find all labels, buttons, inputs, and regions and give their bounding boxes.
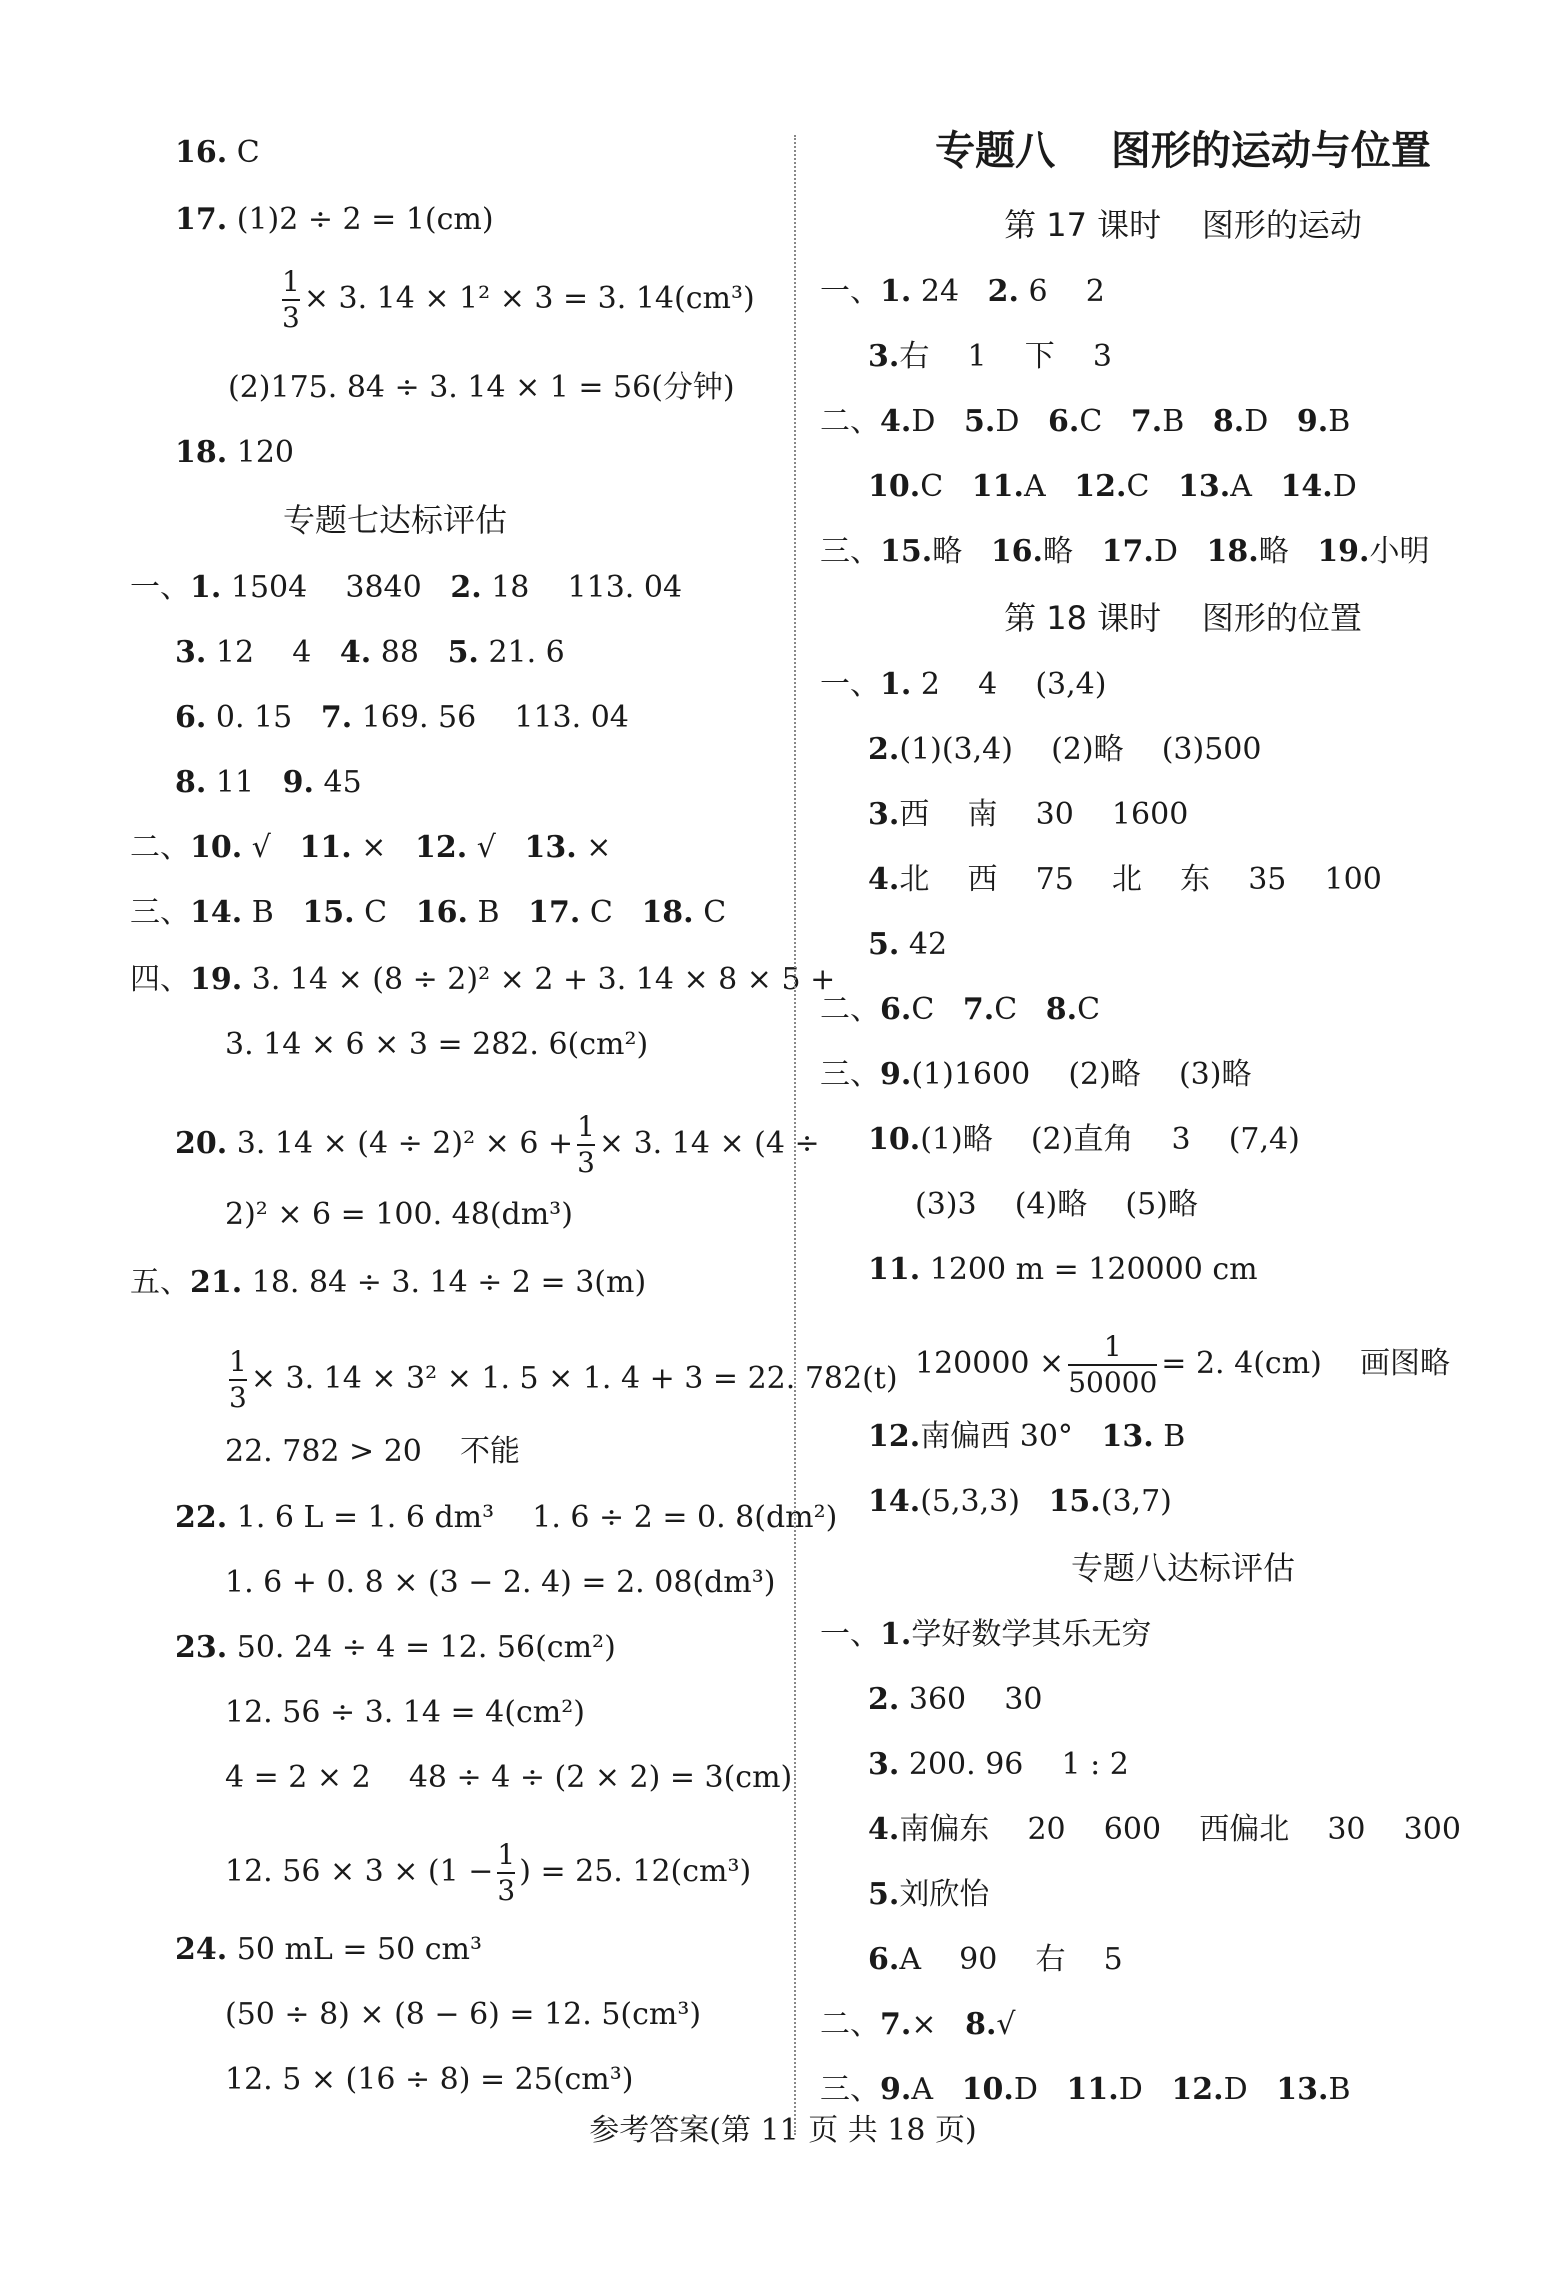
answer-line: 12. 56 ÷ 3. 14 = 4(cm²) (225, 1695, 585, 1730)
answer-line: 三、9.A 10.D 11.D 12.D 13.B (820, 2072, 1351, 2107)
answer-line: 10.C 11.A 12.C 13.A 14.D (868, 469, 1357, 504)
answer-line: 6.A 90 右 5 (868, 1942, 1123, 1977)
column-divider (794, 135, 796, 2135)
fraction: $\frac{1}{3}$ (282, 265, 300, 334)
answer-line: 18. 120 (175, 435, 295, 470)
answer-line: $\frac{1}{3}$ × 3. 14 × 1² × 3 = 3. 14(cm³) (282, 265, 755, 334)
answer-line: 2. 360 30 (868, 1682, 1043, 1717)
answer-line: 16. C (175, 135, 260, 170)
fraction: $\frac{1}{50000}$ (1068, 1330, 1158, 1399)
answer-line: 五、21. 18. 84 ÷ 3. 14 ÷ 2 = 3(m) (130, 1265, 647, 1300)
fraction: $\frac{1}{3}$ (497, 1838, 516, 1907)
section-heading: 专题七达标评估 (282, 501, 507, 539)
answer-line: 5. 42 (868, 927, 948, 962)
answer-line: 3. 14 × 6 × 3 = 282. 6(cm²) (225, 1027, 649, 1062)
answer-line: 2.(1)(3,4) (2)略 (3)500 (868, 732, 1262, 767)
answer-line: 3.西 南 30 1600 (868, 797, 1189, 832)
answer-line: 11. 1200 m = 120000 cm (868, 1252, 1258, 1287)
answer-line: 14.(5,3,3) 15.(3,7) (868, 1484, 1172, 1519)
lesson-title: 第 18 课时 图形的位置 (1004, 599, 1362, 637)
fraction: $\frac{1}{3}$ (577, 1110, 595, 1179)
answer-line: 一、1. 24 2. 6 2 (820, 274, 1105, 309)
answer-line: 6. 0. 15 7. 169. 56 113. 04 (175, 700, 629, 735)
answer-line: 2)² × 6 = 100. 48(dm³) (225, 1197, 573, 1232)
answer-line: $\frac{1}{3}$ × 3. 14 × 3² × 1. 5 × 1. 4 + 3 = 22. 782(t) (229, 1345, 898, 1414)
page-footer: 参考答案(第 11 页 共 18 页) (589, 2113, 977, 2148)
answer-line: 4.南偏东 20 600 西偏北 30 300 (868, 1812, 1461, 1847)
fraction: $\frac{1}{3}$ (229, 1345, 247, 1414)
answer-line: 23. 50. 24 ÷ 4 = 12. 56(cm²) (175, 1630, 616, 1665)
answer-line: 1. 6 + 0. 8 × (3 − 2. 4) = 2. 08(dm³) (225, 1565, 776, 1600)
lesson-title: 第 17 课时 图形的运动 (1004, 206, 1362, 244)
section-heading: 专题八达标评估 (1070, 1549, 1295, 1587)
answer-line: 10.(1)略 (2)直角 3 (7,4) (868, 1122, 1300, 1157)
answer-line: 四、19. 3. 14 × (8 ÷ 2)² × 2 + 3. 14 × 8 × 5 + (130, 962, 836, 997)
answer-line: 三、9.(1)1600 (2)略 (3)略 (820, 1057, 1252, 1092)
answer-line: 4.北 西 75 北 东 35 100 (868, 862, 1382, 897)
answer-line: 22. 1. 6 L = 1. 6 dm³ 1. 6 ÷ 2 = 0. 8(dm²) (175, 1500, 838, 1535)
answer-line: 三、15.略 16.略 17.D 18.略 19.小明 (820, 534, 1430, 569)
answer-line: 4 = 2 × 2 48 ÷ 4 ÷ (2 × 2) = 3(cm) (225, 1760, 793, 1795)
answer-line: 二、10. √ 11. × 12. √ 13. × (130, 830, 612, 865)
answer-line: 120000 × $\frac{1}{50000}$ = 2. 4(cm) 画图略 (915, 1330, 1451, 1399)
answer-line: 5.刘欣怡 (868, 1877, 990, 1912)
answer-line: 17. (1)2 ÷ 2 = 1(cm) (175, 202, 494, 237)
answer-line: 3. 12 4 4. 88 5. 21. 6 (175, 635, 565, 670)
answer-line: (50 ÷ 8) × (8 − 6) = 12. 5(cm³) (225, 1997, 702, 2032)
answer-line: 二、7.× 8.√ (820, 2007, 1016, 2042)
answer-line: 22. 782 > 20 不能 (225, 1434, 521, 1469)
answer-line: 3. 200. 96 1 : 2 (868, 1747, 1129, 1782)
answer-line: 8. 11 9. 45 (175, 765, 362, 800)
answer-line: 3.右 1 下 3 (868, 339, 1112, 374)
answer-line: 12. 56 × 3 × (1 − $\frac{1}{3}$ ) = 25. 12(cm³) (225, 1838, 752, 1907)
answer-line: 24. 50 mL = 50 cm³ (175, 1932, 483, 1967)
answer-line: 12.南偏西 30° 13. B (868, 1419, 1186, 1454)
answer-line: 三、14. B 15. C 16. B 17. C 18. C (130, 895, 727, 930)
answer-line: 二、6.C 7.C 8.C (820, 992, 1101, 1027)
answer-line: 一、1. 2 4 (3,4) (820, 667, 1107, 702)
answer-line: (3)3 (4)略 (5)略 (915, 1187, 1198, 1222)
answer-line: 20. 3. 14 × (4 ÷ 2)² × 6 + $\frac{1}{3}$ × 3. 14 × (4 ÷ (175, 1110, 820, 1179)
answer-line: 12. 5 × (16 ÷ 8) = 25(cm³) (225, 2062, 634, 2097)
answer-line: (2)175. 84 ÷ 3. 14 × 1 = 56(分钟) (228, 370, 735, 405)
answer-line: 一、1. 1504 3840 2. 18 113. 04 (130, 570, 683, 605)
answer-line: 一、1.学好数学其乐无穷 (820, 1617, 1152, 1652)
chapter-title: 专题八 图形的运动与位置 (935, 128, 1431, 174)
answer-line: 二、4.D 5.D 6.C 7.B 8.D 9.B (820, 404, 1351, 439)
